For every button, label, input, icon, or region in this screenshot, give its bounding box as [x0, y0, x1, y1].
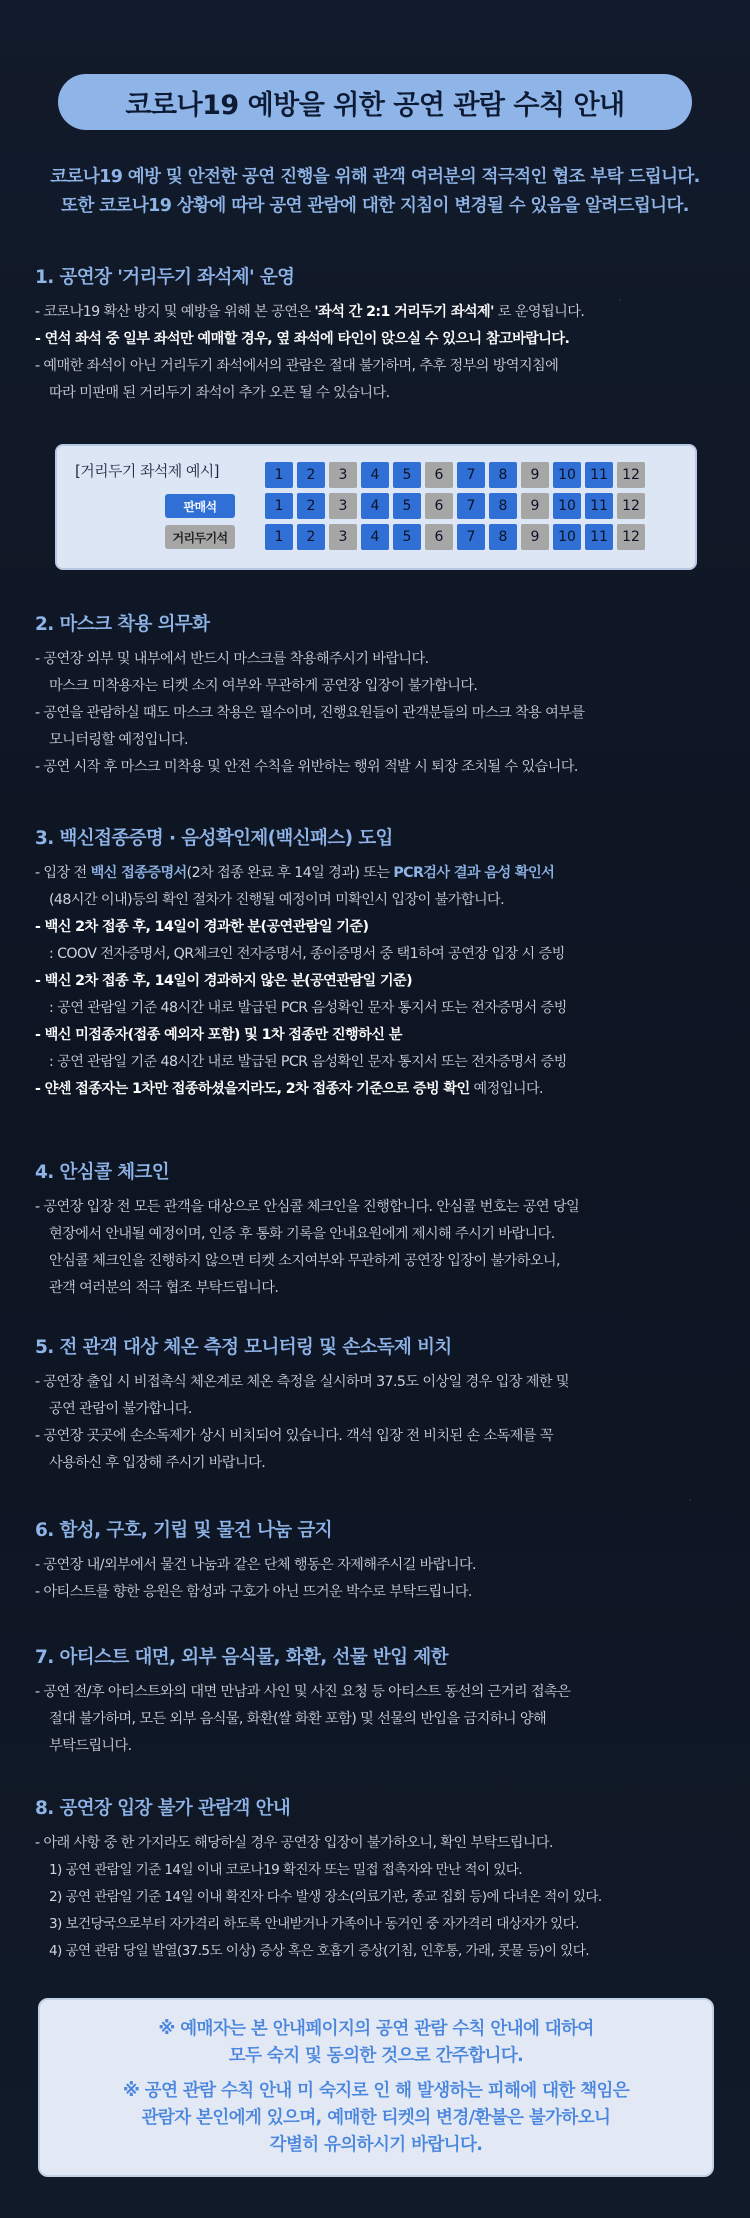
section-entry-denied: [35, 1796, 725, 1965]
section-title: 6. 함성, 구호, 기립 및 물건 나눔 금지: [35, 1520, 332, 1541]
section-text: 안심콜 체크인을 진행하지 않으면 티켓 소지여부와 무관하게 공연장 입장이 불가하오니,: [49, 1253, 560, 1269]
seat-row: [265, 524, 645, 550]
section-text: [35, 1076, 725, 1103]
seat-available: 1: [265, 462, 293, 488]
notice-box: [38, 1998, 714, 2177]
seat-available: 7: [457, 462, 485, 488]
seat-row: [265, 493, 645, 519]
section-text: 마스크 미착용자는 티켓 소지 여부와 무관하게 공연장 입장이 불가합니다.: [49, 678, 478, 694]
seat-available: 10: [553, 524, 581, 550]
section-text: 공연 관람이 불가합니다.: [49, 1401, 192, 1417]
notice-agreement: [40, 2016, 712, 2070]
seat-blocked: 3: [329, 524, 357, 550]
section-title: 2. 마스크 착용 의무화: [35, 614, 210, 635]
seat-available: 7: [457, 493, 485, 519]
section-text: 모니터링할 예정입니다.: [49, 732, 188, 748]
emphasis-text: 백신 접종증명서: [90, 865, 187, 881]
page-title: 코로나19 예방을 위한 공연 관람 수칙 안내: [58, 74, 692, 130]
text: 예정입니다.: [469, 1081, 543, 1097]
seat-available: 2: [297, 524, 325, 550]
section-safecall: [35, 1160, 725, 1302]
emphasis-text: - 얀센 접종자는 1차만 접종하셨을지라도, 2차 접종자 기준으로 증빙 확인: [35, 1081, 470, 1097]
seat-blocked: 6: [425, 493, 453, 519]
section-text: - 백신 미접종자(접종 예외자 포함) 및 1차 접종만 진행하신 분: [35, 1027, 402, 1043]
section-distancing: [35, 265, 725, 407]
section-text: - 백신 2차 접종 후, 14일이 경과한 분(공연관람일 기준): [35, 919, 369, 935]
section-text: [35, 299, 725, 326]
section-vaccine-pass: [35, 826, 725, 1103]
section-text: 절대 불가하며, 모든 외부 음식물, 화환(쌀 화환 포함) 및 선물의 반입을 금지하니 양해: [49, 1711, 547, 1727]
seat-available: 10: [553, 493, 581, 519]
section-text: - 공연을 관람하실 때도 마스크 착용은 필수이며, 진행요원들이 관객분들의 마스크 착용 여부를: [35, 705, 585, 721]
section-title: 5. 전 관객 대상 체온 측정 모니터링 및 손소독제 비치: [35, 1337, 452, 1358]
section-text: 현장에서 안내될 예정이며, 인증 후 통화 기록을 안내요원에게 제시해 주시기 바랍니다.: [49, 1226, 555, 1242]
seat-blocked: 6: [425, 524, 453, 550]
seat-row: [265, 462, 645, 488]
seat-blocked: 6: [425, 462, 453, 488]
section-text: [35, 860, 725, 887]
seat-available: 4: [361, 493, 389, 519]
seat-available: 4: [361, 462, 389, 488]
notice-line: ※ 공연 관람 수칙 안내 미 숙지로 인 해 발생하는 피해에 대한 책임은: [122, 2081, 630, 2101]
section-title: 3. 백신접종증명 · 음성확인제(백신패스) 도입: [35, 828, 393, 849]
section-temperature: [35, 1335, 725, 1477]
seat-available: 7: [457, 524, 485, 550]
notice-line: 관람자 본인에게 있으며, 예매한 티켓의 변경/환불은 불가하오니: [141, 2108, 611, 2128]
section-text: - 예매한 좌석이 아닌 거리두기 좌석에서의 관람은 절대 불가하며, 추후 정부의 방역지침에: [35, 358, 559, 374]
seat-available: 1: [265, 493, 293, 519]
seat-blocked: 9: [521, 493, 549, 519]
list-item: 4) 공연 관람 당일 발열(37.5도 이상) 증상 혹은 호흡기 증상(기침, 인후통, 가래, 콧물 등)이 있다.: [49, 1943, 589, 1959]
seat-blocked: 9: [521, 524, 549, 550]
seat-available: 8: [489, 524, 517, 550]
seat-available: 8: [489, 493, 517, 519]
section-restrictions: [35, 1645, 725, 1760]
sale-seat-label: 판매석: [165, 494, 235, 518]
section-title: 4. 안심콜 체크인: [35, 1162, 170, 1183]
seat-available: 4: [361, 524, 389, 550]
intro-line: 또한 코로나19 상황에 따라 공연 관람에 대한 지침이 변경될 수 있음을 알려드립니다.: [61, 196, 689, 216]
distance-seat-label: 거리두기석: [165, 525, 235, 549]
emphasis-text: '좌석 간 2:1 거리두기 좌석제': [314, 304, 494, 320]
seat-blocked: 9: [521, 462, 549, 488]
section-text: - 연석 좌석 중 일부 좌석만 예매할 경우, 옆 좌석에 타인이 앉으실 수 있으니 참고바랍니다.: [35, 331, 570, 347]
list-item: 3) 보건당국으로부터 자가격리 하도록 안내받거나 가족이나 동거인 중 자가격리 대상자가 있다.: [49, 1916, 579, 1932]
text: - 입장 전: [35, 865, 91, 881]
seat-blocked: 3: [329, 493, 357, 519]
notice-line: ※ 예매자는 본 안내페이지의 공연 관람 수칙 안내에 대하여: [158, 2019, 594, 2039]
intro-text: [0, 163, 750, 221]
section-title: 8. 공연장 입장 불가 관람객 안내: [35, 1798, 291, 1819]
text: (2차 접종 완료 후 14일 경과) 또는: [186, 865, 394, 881]
seating-example-label: [거리두기 좌석제 예시]: [75, 462, 219, 480]
seat-blocked: 12: [617, 524, 645, 550]
seat-available: 1: [265, 524, 293, 550]
section-text: : 공연 관람일 기준 48시간 내로 발급된 PCR 음성확인 문자 통지서 또는 전자증명서 증빙: [49, 1000, 567, 1016]
list-item: 1) 공연 관람일 기준 14일 이내 코로나19 확진자 또는 밀접 접촉자와 만난 적이 있다.: [49, 1862, 522, 1878]
seat-available: 11: [585, 524, 613, 550]
section-text: 관객 여러분의 적극 협조 부탁드립니다.: [49, 1280, 279, 1296]
section-text: - 공연 시작 후 마스크 미착용 및 안전 수칙을 위반하는 행위 적발 시 퇴장 조치될 수 있습니다.: [35, 759, 578, 775]
section-text: - 공연 전/후 아티스트와의 대면 만남과 사인 및 사진 요청 등 아티스트 동선의 근거리 접촉은: [35, 1684, 571, 1700]
section-text: - 아티스트를 향한 응원은 함성과 구호가 아닌 뜨거운 박수로 부탁드립니다.: [35, 1584, 472, 1600]
text: 로 운영됩니다.: [493, 304, 585, 320]
section-text: - 공연장 내/외부에서 물건 나눔과 같은 단체 행동은 자제해주시길 바랍니다.: [35, 1557, 476, 1573]
seat-available: 2: [297, 493, 325, 519]
seat-available: 5: [393, 493, 421, 519]
section-title: 7. 아티스트 대면, 외부 음식물, 화환, 선물 반입 제한: [35, 1647, 448, 1668]
section-text: 따라 미판매 된 거리두기 좌석이 추가 오픈 될 수 있습니다.: [49, 385, 390, 401]
section-text: - 백신 2차 접종 후, 14일이 경과하지 않은 분(공연관람일 기준): [35, 973, 413, 989]
section-text: - 아래 사항 중 한 가지라도 해당하실 경우 공연장 입장이 불가하오니, 확인 부탁드립니다.: [35, 1835, 553, 1851]
seat-available: 2: [297, 462, 325, 488]
section-mask: [35, 612, 725, 781]
seat-available: 5: [393, 524, 421, 550]
seat-available: 5: [393, 462, 421, 488]
section-text: - 공연장 출입 시 비접촉식 체온계로 체온 측정을 실시하며 37.5도 이상일 경우 입장 제한 및: [35, 1374, 570, 1390]
section-text: - 공연장 외부 및 내부에서 반드시 마스크를 착용해주시기 바랍니다.: [35, 651, 429, 667]
seat-blocked: 12: [617, 462, 645, 488]
section-title: 1. 공연장 '거리두기 좌석제' 운영: [35, 267, 295, 288]
section-no-cheering: [35, 1518, 725, 1606]
seating-example: [55, 444, 697, 570]
text: - 코로나19 확산 방지 및 예방을 위해 본 공연은: [35, 304, 315, 320]
section-text: : 공연 관람일 기준 48시간 내로 발급된 PCR 음성확인 문자 통지서 또는 전자증명서 증빙: [49, 1054, 567, 1070]
emphasis-text: PCR검사 결과 음성 확인서: [393, 865, 555, 881]
notice-line: 모두 숙지 및 동의한 것으로 간주합니다.: [228, 2046, 524, 2066]
section-text: - 공연장 입장 전 모든 관객을 대상으로 안심콜 체크인을 진행합니다. 안심콜 번호는 공연 당일: [35, 1199, 580, 1215]
intro-line: 코로나19 예방 및 안전한 공연 진행을 위해 관객 여러분의 적극적인 협조 부탁 드립니다.: [50, 167, 700, 187]
notice-liability: [40, 2078, 712, 2159]
notice-line: 각별히 유의하시기 바랍니다.: [269, 2135, 483, 2155]
seat-available: 8: [489, 462, 517, 488]
section-text: (48시간 이내)등의 확인 절차가 진행될 예정이며 미확인시 입장이 불가합니다.: [49, 892, 505, 908]
seat-available: 10: [553, 462, 581, 488]
seat-available: 11: [585, 493, 613, 519]
section-text: : COOV 전자증명서, QR체크인 전자증명서, 종이증명서 중 택1하여 공연장 입장 시 증빙: [49, 946, 565, 962]
seat-blocked: 3: [329, 462, 357, 488]
section-text: - 공연장 곳곳에 손소독제가 상시 비치되어 있습니다. 객석 입장 전 비치된 손 소독제를 꼭: [35, 1428, 553, 1444]
seat-available: 11: [585, 462, 613, 488]
seat-blocked: 12: [617, 493, 645, 519]
section-text: 부탁드립니다.: [49, 1738, 132, 1754]
section-text: 사용하신 후 입장해 주시기 바랍니다.: [49, 1455, 266, 1471]
list-item: 2) 공연 관람일 기준 14일 이내 확진자 다수 발생 장소(의료기관, 종교 집회 등)에 다녀온 적이 있다.: [49, 1889, 602, 1905]
